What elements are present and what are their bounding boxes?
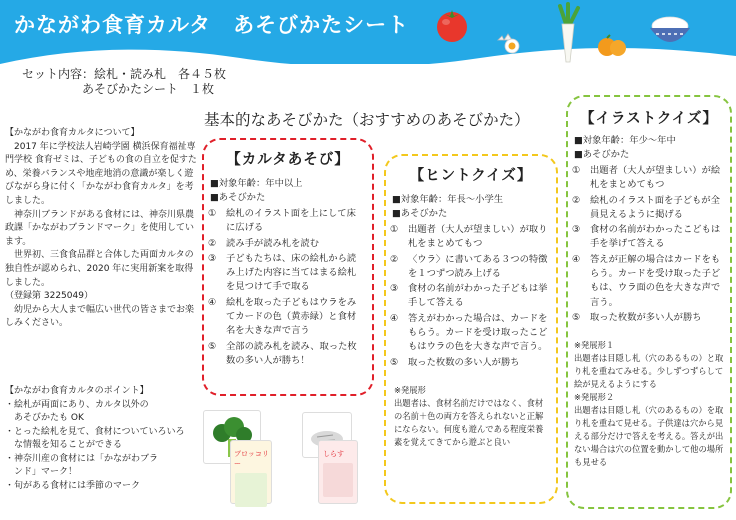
hint-development-text: 出題者は、食材名前だけではなく、食材の名前＋色の両方を答えられないと正解にならない。何度も遊んである程度栄養素を覚えてきてから遊ぶと良い	[394, 397, 544, 447]
about-paragraph: 世界初、三食食品群と合体した両面カルタの独自性が認められ、2020 年に実用新案を取得しました。	[5, 250, 194, 288]
illust-step	[568, 253, 722, 310]
step-text: 〈ウラ〉に書いてある３つの特徴を１つずつ読み上げる	[408, 253, 548, 279]
hint-title: 【ヒントクイズ】	[409, 168, 533, 184]
points-item: ・絵札が両面にあり、カルタ以外の	[5, 399, 149, 410]
points-item: ・旬がある食材には季節のマーク	[5, 480, 141, 491]
hint-step	[386, 356, 548, 370]
step-text: 全部の読み札を読み、取った枚数の多い人が勝ち！	[226, 340, 357, 366]
hint-age: ■対象年齢：年長〜小学生	[392, 194, 504, 205]
basic-play-title: 基本的なあそびかた（おすすめのあそびかた）	[204, 111, 530, 129]
step-text: 読み手が読み札を読む	[226, 237, 319, 249]
step-number: ⑤	[390, 356, 399, 368]
about-paragraph: 幼児から大人まで幅広い世代の皆さまでお楽しみください。	[5, 304, 195, 329]
step-text: 絵札のイラスト面を上にして床に広げる	[226, 208, 356, 234]
illust-development2-text: 出題者は目隠し札（穴のあるもの）を取り札を重ねて見せる。子供達は穴から見える部分だけで答えを考える。答えが出ない場合は穴の位置を動かして他の場所も見せる	[574, 405, 724, 468]
illust-development	[574, 339, 724, 469]
about-heading: 【かながわ食育カルタについて】	[5, 128, 140, 138]
points-section	[5, 385, 199, 493]
step-number: ②	[390, 253, 399, 265]
illust-step	[568, 194, 722, 223]
step-number: ④	[390, 312, 399, 324]
about-section	[5, 127, 199, 331]
karuta-play-box	[202, 138, 374, 396]
karuta-step	[204, 340, 364, 369]
step-text: 答えが正解の場合はカードをもらう。カードを受け取った子どもは、ウラ面の色を大きな声で言う。	[590, 253, 721, 308]
karuta-steps	[204, 207, 372, 368]
about-paragraph: 2017 年に学校法人岩崎学園 横浜保育福祉専門学校 食育ゼミは、子どもの食の自立を促すため、栄養バランスや地産地消の意識が楽しく遊びながら身に付く「かながわ食育カルタ」を考しました。	[5, 141, 197, 206]
rice-bowl-icon	[646, 10, 694, 52]
step-text: 食材の名前がわかったこどもは手を挙げて答える	[590, 224, 721, 250]
illust-step	[568, 164, 722, 193]
hint-development-heading: ※発展形	[394, 384, 426, 395]
illust-development2-heading: ※発展形２	[574, 392, 615, 403]
step-number: ①	[208, 208, 217, 219]
step-text: 子どもたちは、床の絵札から読み上げた内容に当てはまる絵札を見つけて手で取る	[226, 252, 357, 293]
step-text: 出題者（大人が望ましい）が絵札をまとめてもつ	[590, 165, 721, 191]
daikon-radish-icon	[550, 2, 586, 66]
illust-how: ■あそびかた	[574, 149, 630, 160]
step-text: 答えがわかった場合は、カードをもらう。カードを受け取ったこどもはウラの色を大きな声で言う。	[408, 312, 548, 353]
karuta-step	[204, 252, 364, 295]
shirasu-reading-card	[318, 440, 358, 504]
karuta-title: 【カルタあそび】	[226, 152, 350, 168]
illust-quiz-box	[566, 95, 732, 509]
hint-quiz-box	[384, 154, 558, 504]
broccoli-reading-card	[230, 440, 272, 504]
shirasu-card-label: しらす	[323, 450, 344, 458]
step-number: ①	[390, 224, 399, 235]
step-number: ②	[572, 194, 581, 206]
hint-step	[386, 253, 548, 282]
step-text: 絵札を取った子どもはウラをみてカードの色（黄赤緑）と食材名を大きな声で言う	[226, 296, 357, 337]
step-number: ⑤	[572, 311, 581, 323]
step-number: ①	[572, 165, 581, 176]
karuta-step	[204, 296, 364, 339]
step-text: 取った枚数の多い人が勝ち	[408, 356, 520, 368]
step-number: ②	[208, 237, 217, 249]
step-number: ⑤	[208, 340, 217, 352]
illust-title: 【イラストクイズ】	[580, 111, 718, 127]
step-number: ③	[390, 283, 399, 295]
card-text-area	[323, 463, 353, 497]
card-text-area	[235, 473, 267, 507]
points-item: ・とった絵札を見て、食材についていろいろ	[5, 426, 185, 437]
karuta-step	[204, 207, 364, 236]
karuta-step	[204, 237, 364, 251]
points-item: あそびかたも OK	[5, 413, 84, 423]
about-paragraph: 神奈川ブランドがある食材には、神奈川県農政課「かながわブランドマーク」を使用しています。	[5, 209, 195, 247]
tomato-icon	[432, 4, 472, 44]
hint-step	[386, 312, 548, 355]
step-number: ③	[208, 252, 217, 264]
points-item: ンド」マーク！	[5, 467, 78, 477]
step-text: 取った枚数が多い人が勝ち	[590, 311, 702, 323]
step-text: 出題者（大人が望ましい）が取り札をまとめてもつ	[408, 224, 548, 250]
illust-age: ■対象年齢：年少〜年中	[574, 135, 676, 146]
illust-steps	[568, 164, 730, 325]
karuta-age: ■対象年齢：年中以上	[210, 178, 303, 189]
step-number: ④	[208, 296, 217, 308]
step-number: ③	[572, 224, 581, 236]
step-text: 絵札のイラスト面を子どもが全員見えるように掲げる	[590, 194, 720, 220]
set-contents-line1: セット内容：絵札・読み札 各４５枚	[22, 67, 227, 81]
hint-development	[394, 384, 548, 449]
points-item: ・神奈川産の食材には「かながわブラ	[5, 453, 159, 464]
points-heading: 【かながわ食育カルタのポイント】	[5, 386, 149, 396]
about-registration: （登録第 3225049）	[5, 291, 93, 302]
set-contents	[22, 67, 226, 97]
hint-step	[386, 282, 548, 311]
step-number: ④	[572, 253, 581, 265]
illust-development1-heading: ※発展形１	[574, 340, 615, 351]
hint-steps	[386, 223, 556, 370]
karuta-how: ■あそびかた	[210, 192, 266, 203]
hint-how: ■あそびかた	[392, 208, 448, 219]
egg-icon	[492, 26, 524, 56]
hint-step	[386, 223, 548, 252]
mandarin-orange-icon	[596, 30, 628, 58]
illust-development1-text: 出題者は目隠し札（穴のあるもの）と取り札を重ねてみせる。少しずつずらして絵が見えるようにする	[574, 353, 724, 390]
illust-step	[568, 311, 722, 325]
set-contents-line2: あそびかたシート １枚	[22, 82, 215, 96]
broccoli-card-label: ブロッコリー	[234, 450, 269, 468]
points-item: な情報を知ることができる	[5, 440, 123, 450]
illust-step	[568, 223, 722, 252]
step-text: 食材の名前がわかった子どもは挙手して答える	[408, 283, 548, 309]
page-title: かながわ食育カルタ あそびかたシート	[14, 13, 410, 37]
